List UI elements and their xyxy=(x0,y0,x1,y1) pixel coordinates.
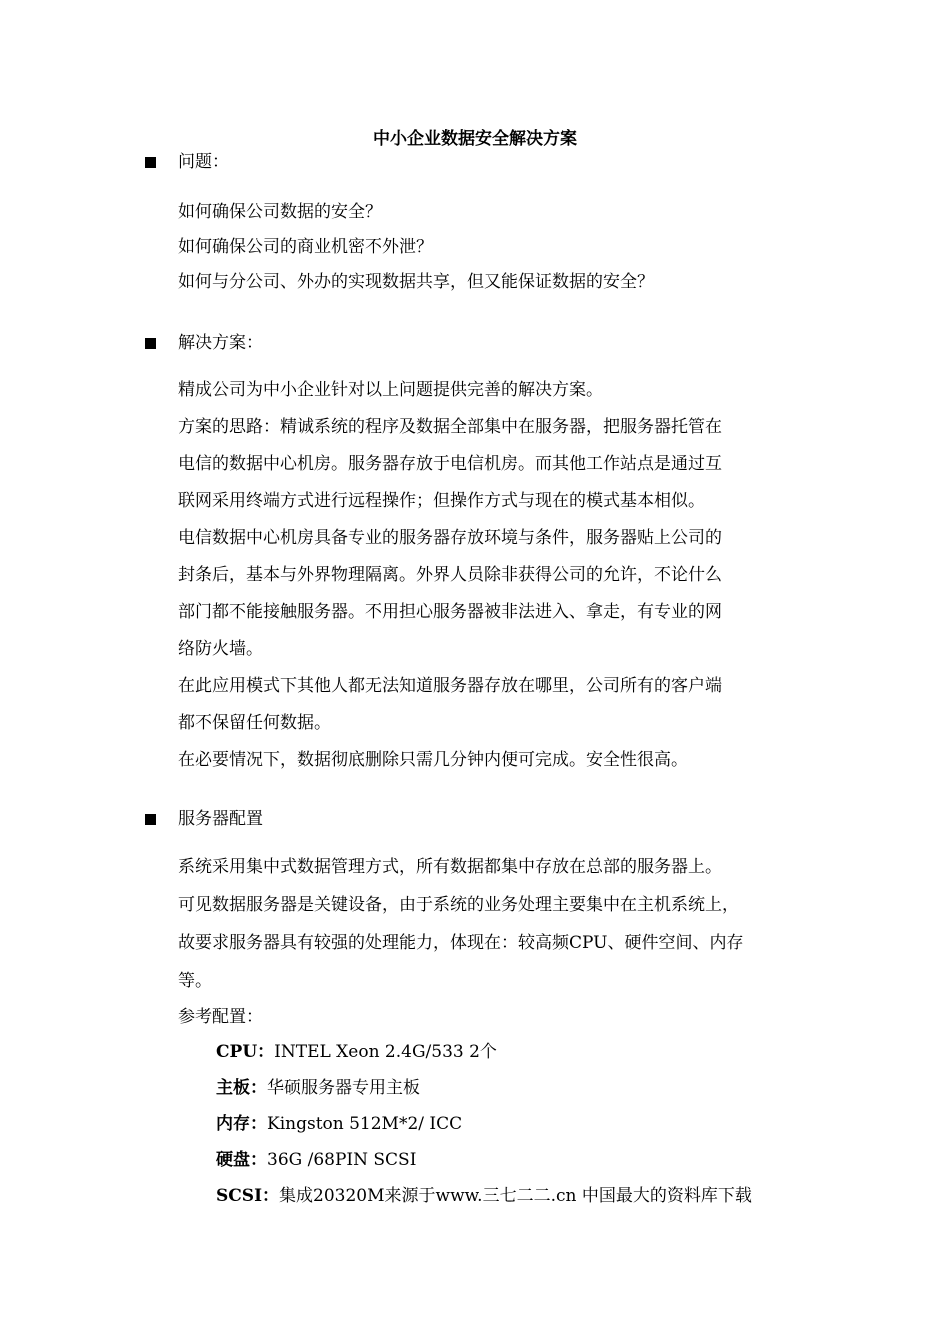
square-bullet-icon xyxy=(145,157,156,168)
paragraph-line: 在必要情况下，数据彻底删除只需几分钟内便可完成。安全性很高。 xyxy=(178,750,688,770)
spec-value: 36G /68PIN SCSI xyxy=(267,1150,417,1170)
paragraph-line: 在此应用模式下其他人都无法知道服务器存放在哪里，公司所有的客户端 xyxy=(178,676,722,696)
section-heading-text: 问题： xyxy=(178,152,229,172)
paragraph-line: 电信的数据中心机房。服务器存放于电信机房。而其他工作站点是通过互 xyxy=(178,454,722,474)
spec-row-memory xyxy=(216,1112,462,1136)
spec-key: SCSI： xyxy=(216,1186,280,1206)
spec-row-cpu xyxy=(216,1040,497,1064)
spec-value: 华硕服务器专用主板 xyxy=(267,1078,420,1098)
paragraph-line: 如何确保公司数据的安全？ xyxy=(178,202,382,222)
section-heading-solution xyxy=(145,331,263,355)
spec-row-hard-disk xyxy=(216,1148,416,1172)
spec-row-scsi xyxy=(216,1184,752,1208)
spec-key: 主板： xyxy=(216,1078,267,1098)
paragraph-line: 都不保留任何数据。 xyxy=(178,713,331,733)
paragraph-line: 参考配置： xyxy=(178,1007,263,1027)
spec-value: INTEL Xeon 2.4G/533 2个 xyxy=(274,1042,497,1062)
paragraph-line: 联网采用终端方式进行远程操作；但操作方式与现在的模式基本相似。 xyxy=(178,491,705,511)
paragraph-line: 精成公司为中小企业针对以上问题提供完善的解决方案。 xyxy=(178,380,603,400)
paragraph-line: 系统采用集中式数据管理方式，所有数据都集中存放在总部的服务器上。 xyxy=(178,857,722,877)
spec-value: 集成20320M来源于www.三七二二.cn 中国最大的资料库下载 xyxy=(279,1186,752,1206)
square-bullet-icon xyxy=(145,814,156,825)
square-bullet-icon xyxy=(145,338,156,349)
section-heading-problem xyxy=(145,150,229,174)
paragraph-line: 部门都不能接触服务器。不用担心服务器被非法进入、拿走，有专业的网 xyxy=(178,602,722,622)
paragraph-line: 可见数据服务器是关键设备，由于系统的业务处理主要集中在主机系统上， xyxy=(178,895,739,915)
section-heading-text: 解决方案： xyxy=(178,333,263,353)
spec-key: 内存： xyxy=(216,1114,267,1134)
paragraph-line: 方案的思路：精诚系统的程序及数据全部集中在服务器，把服务器托管在 xyxy=(178,417,722,437)
paragraph-line: 封条后，基本与外界物理隔离。外界人员除非获得公司的允许，不论什么 xyxy=(178,565,722,585)
spec-value: Kingston 512M*2/ ICC xyxy=(267,1114,463,1134)
paragraph-line: 电信数据中心机房具备专业的服务器存放环境与条件，服务器贴上公司的 xyxy=(178,528,722,548)
paragraph-line: 如何确保公司的商业机密不外泄？ xyxy=(178,237,433,257)
paragraph-line: 故要求服务器具有较强的处理能力，体现在：较高频CPU、硬件空间、内存 xyxy=(178,933,744,953)
spec-key: 硬盘： xyxy=(216,1150,267,1170)
section-heading-text: 服务器配置 xyxy=(178,809,263,829)
paragraph-line: 络防火墙。 xyxy=(178,639,263,659)
document-title: 中小企业数据安全解决方案 xyxy=(373,129,577,149)
spec-row-motherboard xyxy=(216,1076,420,1100)
paragraph-line: 如何与分公司、外办的实现数据共享，但又能保证数据的安全？ xyxy=(178,272,654,292)
section-heading-server-config xyxy=(145,807,263,831)
spec-key: CPU： xyxy=(216,1042,275,1062)
paragraph-line: 等。 xyxy=(178,971,212,991)
